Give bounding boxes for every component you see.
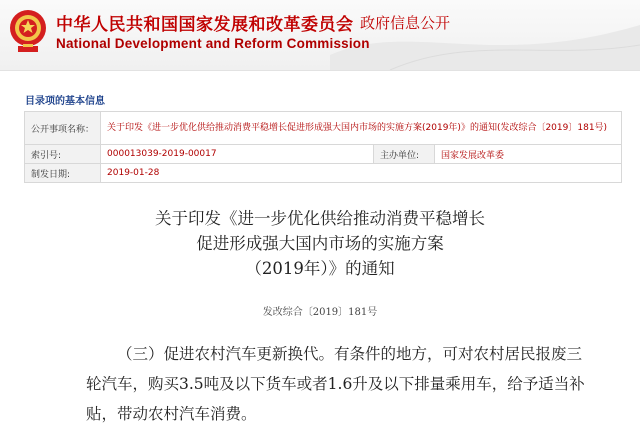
- title-line: 关于印发《进一步优化供给推动消费平稳增长: [155, 209, 485, 228]
- meta-value-date: 2019-01-28: [101, 164, 622, 183]
- site-header: [0, 0, 640, 71]
- meta-row-date: [25, 164, 622, 183]
- document-body: [86, 339, 594, 429]
- meta-value-name: 关于印发《进一步优化供给推动消费平稳增长促进形成强大国内市场的实施方案(2019年)》的通知(发改综合〔2019〕181号): [107, 122, 608, 133]
- section-link[interactable]: 政府信息公开: [360, 14, 451, 32]
- meta-label-date: 制发日期:: [25, 164, 101, 183]
- meta-label-index: 索引号:: [25, 145, 101, 164]
- document-title: [0, 206, 640, 281]
- meta-label-organizer: 主办单位:: [374, 145, 435, 164]
- paragraph-heading: （三）促进农村汽车更新换代。: [117, 345, 335, 363]
- title-line: （2019年）》的通知: [245, 259, 395, 278]
- meta-row-index: [25, 145, 622, 164]
- header-wave-decoration: [330, 0, 640, 70]
- meta-value-index: 000013039-2019-00017: [101, 145, 374, 164]
- meta-value-organizer: 国家发展改革委: [435, 145, 622, 164]
- title-line: 促进形成强大国内市场的实施方案: [196, 234, 444, 253]
- org-name-cn[interactable]: 中华人民共和国国家发展和改革委员会: [56, 15, 354, 35]
- body-paragraph: [86, 339, 594, 429]
- org-name-en[interactable]: National Development and Reform Commission: [56, 36, 370, 51]
- meta-label-name: 公开事项名称：: [25, 112, 101, 145]
- national-emblem-icon: [6, 6, 50, 56]
- meta-row-name: [25, 112, 622, 145]
- document-number: 发改综合〔2019〕181号: [262, 307, 378, 318]
- paragraph-text: 有条件的地方，可对农村居民报废三轮汽车，购买3.5吨及以下货车或者1.6升及以下排量乘用车，给予适当补贴，带动农村汽车消费。: [86, 345, 585, 423]
- meta-info-table: [24, 111, 622, 183]
- meta-section-title: 目录项的基本信息: [25, 96, 105, 107]
